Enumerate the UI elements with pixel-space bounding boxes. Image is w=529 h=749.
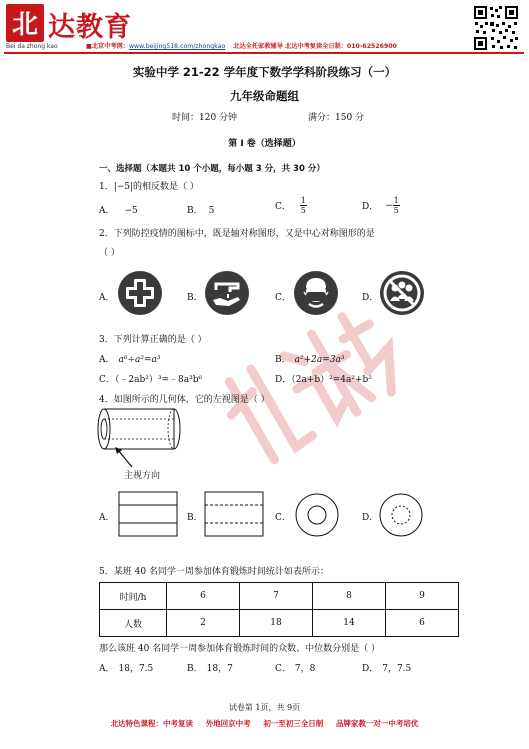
exam-time: 时间：120 分钟 (172, 113, 238, 123)
q5-option-a[interactable]: A． 18，7.5 (99, 664, 154, 674)
q1-d-fraction: $\frac{1}{5}$ (393, 196, 399, 215)
header-info (86, 41, 397, 50)
q4-option-d[interactable]: D． (362, 513, 379, 523)
hand-washing-icon (204, 270, 250, 316)
q2-option-b[interactable]: B． (187, 293, 203, 303)
q5-option-d[interactable]: D． 7，7.5 (362, 664, 412, 674)
page-number: 试卷第 1页，共 9页 (228, 703, 301, 712)
q2-option-a[interactable]: A． (99, 293, 115, 303)
q2-option-d[interactable]: D． (362, 293, 379, 303)
mask-face-icon (293, 270, 339, 316)
exam-title: 实验中学 21-22 学年度下数学学科阶段练习（一） (132, 65, 397, 79)
q2-option-c[interactable]: C． (275, 293, 291, 303)
table-cell: 14 (313, 610, 386, 637)
q3-option-d[interactable]: D．（2a+b）²=4a²+b² (275, 375, 372, 385)
q1-option-c[interactable]: C． $\frac{1}{5}$ (275, 196, 306, 215)
q4-option-a[interactable]: A． (99, 513, 115, 523)
table-cell: 2 (167, 610, 240, 637)
q5-option-c[interactable]: C． 7，8 (275, 664, 316, 674)
table-cell: 9 (386, 583, 459, 610)
exam-volume: 第 I 卷（选择题） (228, 139, 301, 149)
q5-option-b[interactable]: B． 18，7 (187, 664, 233, 674)
table-row (100, 610, 459, 637)
q4-stem: 4．如图所示的几何体，它的左视图是（ ） (99, 395, 270, 405)
q5-question: 那么该班 40 名同学一周参加体育锻炼时间的众数、中位数分别是（ ） (99, 644, 381, 654)
q1-option-a[interactable]: A． −5 (99, 206, 138, 216)
qr-code-icon (472, 4, 520, 52)
footer-promo (0, 718, 529, 729)
table-cell: 6 (386, 610, 459, 637)
table-cell: 8 (313, 583, 386, 610)
q4-solid-figure (94, 405, 184, 453)
q3-stem: 3．下列计算正确的是（ ） (99, 335, 207, 345)
no-gathering-icon (379, 270, 425, 316)
section-heading: 一、选择题（本题共 10 个小题，每小题 3 分，共 30 分） (99, 164, 325, 174)
q4-a-figure (118, 491, 178, 537)
header-divider (4, 52, 524, 54)
footer-promo-2: 外地回京中考 (205, 719, 251, 728)
q3-option-b[interactable]: B． a²+2a=3a³ (275, 355, 345, 365)
q4-b-figure (204, 491, 264, 537)
table-row (100, 583, 459, 610)
q4-d-figure (378, 492, 424, 538)
q1-option-d[interactable]: D． − $\frac{1}{5}$ (362, 196, 399, 215)
logo-pinyin: Bei da zhong kao (6, 43, 58, 50)
exam-score: 满分：150 分 (308, 113, 365, 123)
q3-option-a[interactable]: A． a⁶÷a²=a³ (99, 355, 161, 365)
exam-grade: 九年级命题组 (230, 89, 299, 103)
q5-stem: 5．某班 40 名同学一周参加体育锻炼时间统计如表所示： (99, 567, 329, 577)
logo-mark (6, 4, 44, 42)
watermark-logo (210, 300, 420, 480)
table-header-cell: 时间/h (100, 583, 167, 610)
q4-option-c[interactable]: C． (275, 513, 291, 523)
footer-promo-3: 初一至初三全日制 (263, 719, 324, 728)
table-cell: 6 (167, 583, 240, 610)
q1-stem: 1．|−5|的相反数是（ ） (99, 182, 199, 192)
site-label: ■北京中考网： (86, 43, 129, 50)
q3-option-c[interactable]: C．（﹣2ab²）³=﹣8a³b⁶ (99, 375, 203, 385)
logo-name: 达教育 (48, 12, 132, 43)
table-header-cell: 人数 (100, 610, 167, 637)
medical-cross-icon (117, 270, 163, 316)
q1-c-fraction: $\frac{1}{5}$ (300, 196, 306, 215)
view-direction-arrow (112, 445, 136, 469)
q5-table (99, 582, 459, 637)
table-cell: 7 (240, 583, 313, 610)
table-cell: 18 (240, 610, 313, 637)
logo-glyph: 北 (11, 10, 39, 40)
q1-option-b[interactable]: B． 5 (187, 206, 215, 216)
q4-option-b[interactable]: B． (187, 513, 203, 523)
header-promo: 北达全托家教辅导 北达中考复读全日制：010-62526900 (233, 43, 397, 50)
q4-c-figure (294, 492, 340, 538)
site-link[interactable]: www.beijing518.com/zhongkao (128, 43, 226, 50)
q2-stem: 2．下列防控疫情的图标中，既是轴对称图形，又是中心对称图形的是 (99, 229, 375, 239)
footer-promo-4: 品牌家教一对一中考培优 (335, 719, 419, 728)
q2-paren: （ ） (99, 248, 120, 258)
footer-promo-1: 北达特色课程：中考复读 (110, 719, 194, 728)
view-direction-label: 主视方向 (124, 471, 161, 481)
